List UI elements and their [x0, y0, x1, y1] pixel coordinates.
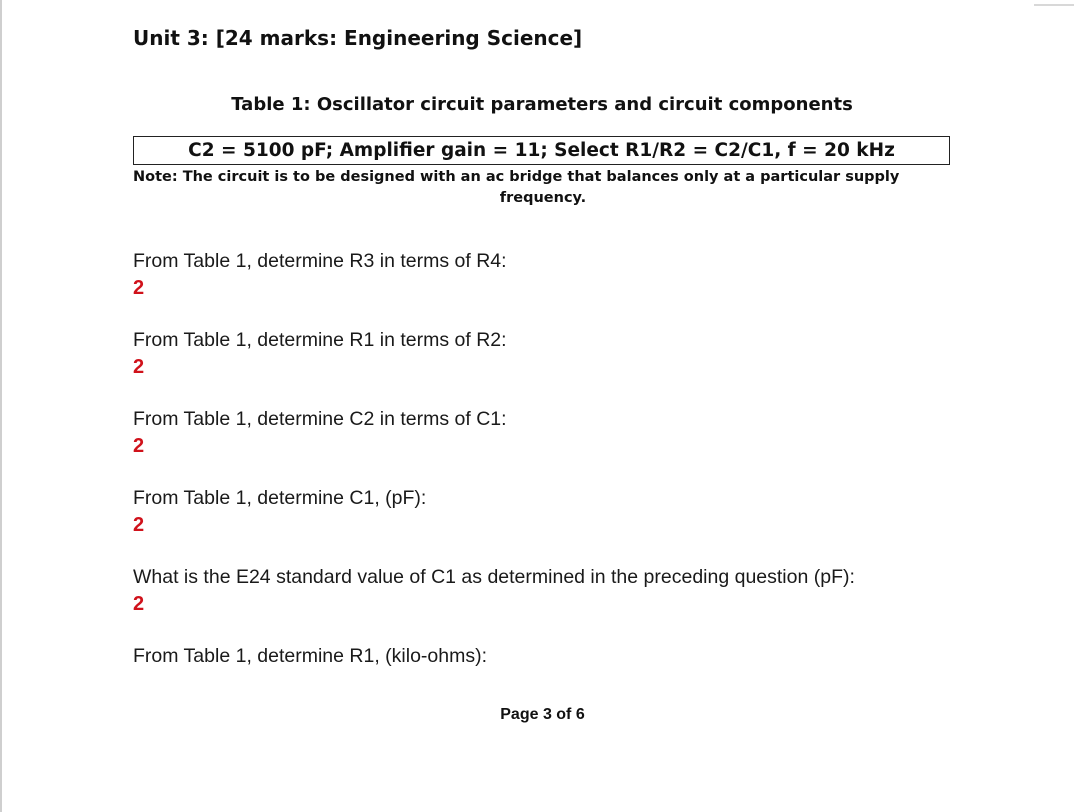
page-number-text: Page 3 of 6 — [500, 706, 585, 723]
answer-r3-r4: 2 — [133, 277, 145, 299]
parameters-box — [133, 136, 950, 165]
table-caption-text: Table 1: Oscillator circuit parameters and circuit components — [231, 94, 853, 115]
question-r1-kohm: From Table 1, determine R1, (kilo-ohms): — [133, 645, 488, 667]
answer-r1-r2: 2 — [133, 356, 145, 378]
note — [133, 167, 953, 209]
answer-e24-c1: 2 — [133, 593, 145, 615]
note-line-1: Note: The circuit is to be designed with an ac bridge that balances only at a particular supply — [133, 169, 900, 185]
unit-heading: Unit 3: [24 marks: Engineering Science] — [133, 26, 583, 50]
question-r1-r2: From Table 1, determine R1 in terms of R2: — [133, 329, 507, 351]
table-caption — [2, 94, 1080, 115]
page-corner-mark — [1034, 0, 1074, 6]
note-line-2: frequency. — [499, 190, 587, 206]
answer-c1-pf: 2 — [133, 514, 145, 536]
page-number — [2, 706, 1080, 724]
question-c1-pf: From Table 1, determine C1, (pF): — [133, 487, 427, 509]
parameters-text: C2 = 5100 pF; Amplifier gain = 11; Select R1/R2 = C2/C1, f = 20 kHz — [188, 140, 895, 161]
question-c2-c1: From Table 1, determine C2 in terms of C1: — [133, 408, 507, 430]
question-e24-c1: What is the E24 standard value of C1 as determined in the preceding question (pF): — [133, 566, 855, 588]
question-r3-r4: From Table 1, determine R3 in terms of R4: — [133, 250, 507, 272]
answer-c2-c1: 2 — [133, 435, 145, 457]
